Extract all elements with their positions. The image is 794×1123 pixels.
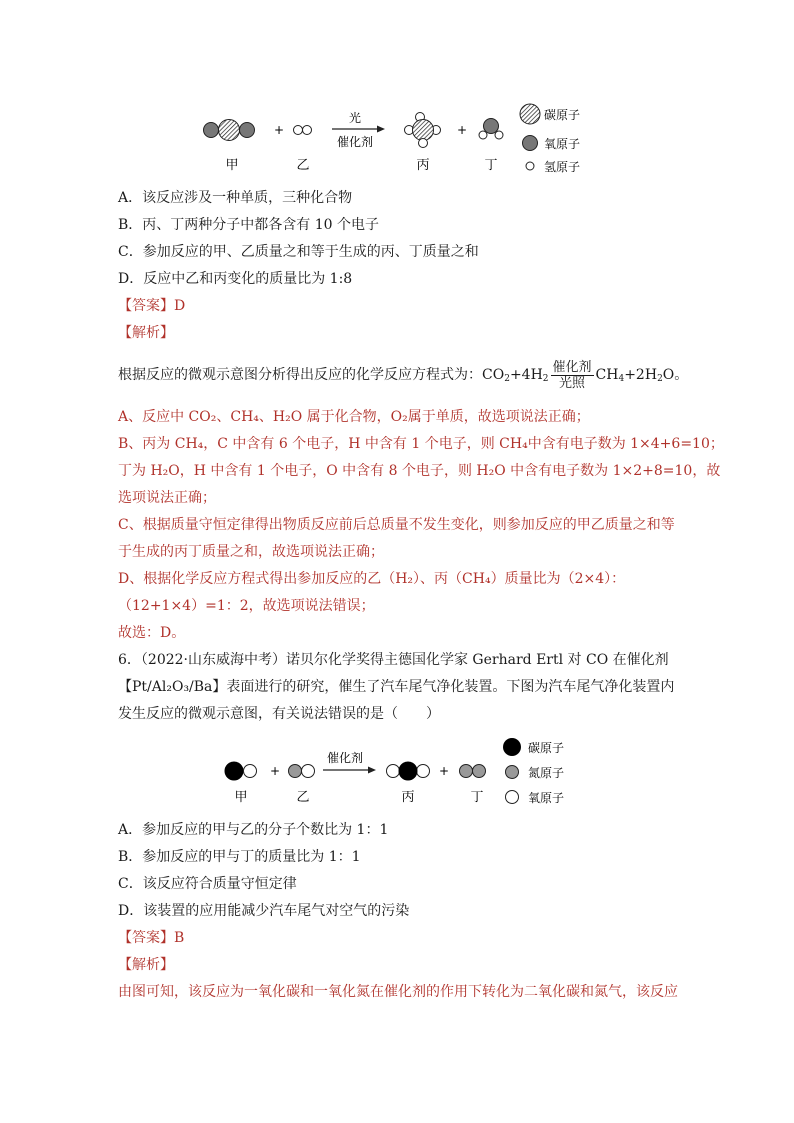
q5-analysis-c1: C、根据质量守恒定律得出物质反应前后总质量不发生变化，则参加反应的甲乙质量之和等	[118, 517, 675, 533]
q6-analysis-1: 由图可知，该反应为一氧化碳和一氧化氮在催化剂的作用下转化为二氧化碳和氮气，该反应	[118, 984, 678, 1000]
arrow-label-catalyst: 催化剂	[326, 751, 364, 765]
q5-analysis-b3: 选项说法正确；	[118, 490, 216, 506]
q5-analysis-a: A、反应中 CO₂、CH₄、H₂O 属于化合物，O₂属于单质，故选项说法正确；	[118, 409, 590, 425]
q6-stem-1: 6．（2022·山东威海中考）诺贝尔化学奖得主德国化学家 Gerhard Ertl 对 CO 在催化剂	[118, 652, 669, 668]
q5-answer: 【答案】D	[118, 298, 186, 314]
molecule-yi	[289, 765, 315, 778]
molecule-ding	[460, 765, 486, 778]
q6-option-b: B．参加反应的甲与丁的质量比为 1：1	[118, 849, 361, 865]
plus-sign: +	[439, 764, 450, 778]
eq-h2: +4H	[509, 367, 543, 383]
molecule-yi	[294, 126, 312, 135]
q5-analysis-title: 【解析】	[118, 325, 174, 341]
q5-analysis-c2: 于生成的丙丁质量之和，故选项说法正确；	[118, 544, 384, 560]
q6-option-c: C．该反应符合质量守恒定律	[118, 876, 297, 892]
molecule-bing	[405, 113, 441, 148]
plus-sign: +	[274, 123, 285, 137]
legend-hydrogen: 氢原子	[544, 160, 581, 174]
q5-option-d: D．反应中乙和丙变化的质量比为 1:8	[118, 271, 353, 287]
eq-cond-catalyst: 催化剂	[552, 359, 592, 375]
molecule-ding	[479, 119, 503, 140]
q6-option-a: A．参加反应的甲与乙的分子个数比为 1：1	[118, 822, 389, 838]
q5-equation	[118, 358, 688, 392]
legend-oxygen: 氧原子	[544, 137, 581, 151]
label-bing: 丙	[416, 158, 430, 173]
q6-option-d: D．该装置的应用能减少汽车尾气对空气的污染	[118, 903, 410, 919]
q5-option-c: C．参加反应的甲、乙质量之和等于生成的丙、丁质量之和	[118, 244, 479, 260]
legend-carbon: 碳原子	[544, 108, 581, 122]
q5-analysis-d1: D、根据化学反应方程式得出参加反应的乙（H₂）、丙（CH₄）质量比为（2×4）：	[118, 571, 626, 587]
q5-option-a: A．该反应涉及一种单质，三种化合物	[118, 190, 353, 206]
arrow-label-light: 光	[348, 111, 362, 125]
label-bing: 丙	[401, 790, 415, 805]
label-yi: 乙	[296, 790, 310, 805]
label-jia: 甲	[234, 790, 248, 805]
plus-sign: +	[270, 764, 281, 778]
eq-h2o-sub: 2	[657, 374, 663, 384]
eq-ch4-sub: 4	[618, 374, 625, 384]
legend-oxygen: 氧原子	[528, 791, 565, 805]
eq-co2-sub: 2	[504, 374, 510, 384]
molecule-jia	[225, 762, 257, 780]
molecule-bing	[387, 762, 430, 780]
plus-sign: +	[457, 123, 468, 137]
eq-condition	[551, 360, 594, 391]
eq-cond-light: 光照	[559, 375, 586, 391]
label-yi: 乙	[296, 158, 310, 173]
eq-ch4: CH	[595, 367, 619, 383]
q5-analysis-b1: B、丙为 CH₄，C 中含有 6 个电子，H 中含有 1 个电子，则 CH₄中含有电子数为 1×4+6=10；	[118, 436, 724, 452]
q6-stem-3: 发生反应的微观示意图，有关说法错误的是（ ）	[118, 706, 440, 722]
molecule-jia	[204, 120, 255, 141]
q6-stem-2: 【Pt/Al₂O₃/Ba】表面进行的研究，催生了汽车尾气净化装置。下图为汽车尾气净化装置内	[118, 679, 675, 695]
eq-h2-sub: 2	[542, 374, 549, 384]
q5-analysis-b2: 丁为 H₂O，H 中含有 1 个电子，O 中含有 8 个电子，则 H₂O 中含有电子数为 1×2+8=10，故	[118, 463, 721, 479]
reaction-diagram-1	[195, 100, 595, 180]
legend-carbon: 碳原子	[528, 741, 565, 755]
arrow-label-catalyst: 催化剂	[336, 135, 374, 149]
q5-option-b: B．丙、丁两种分子中都各含有 10 个电子	[118, 217, 380, 233]
reaction-diagram-2	[215, 733, 595, 809]
legend-1	[520, 104, 580, 174]
q6-analysis-title: 【解析】	[118, 957, 174, 973]
eq-h2o: +2H	[624, 367, 658, 383]
q5-conclusion: 故选：D。	[118, 625, 186, 641]
eq-end: O。	[662, 367, 689, 383]
label-jia: 甲	[225, 158, 239, 173]
eq-prefix: 根据反应的微观示意图分析得出反应的化学反应方程式为：CO	[118, 367, 505, 383]
q6-answer: 【答案】B	[118, 930, 185, 946]
label-ding: 丁	[484, 158, 498, 173]
legend-nitrogen: 氮原子	[528, 766, 565, 780]
label-ding: 丁	[470, 790, 484, 805]
q5-analysis-d2: （12+1×4）=1：2，故选项说法错误；	[118, 598, 375, 614]
legend-2	[503, 738, 564, 805]
